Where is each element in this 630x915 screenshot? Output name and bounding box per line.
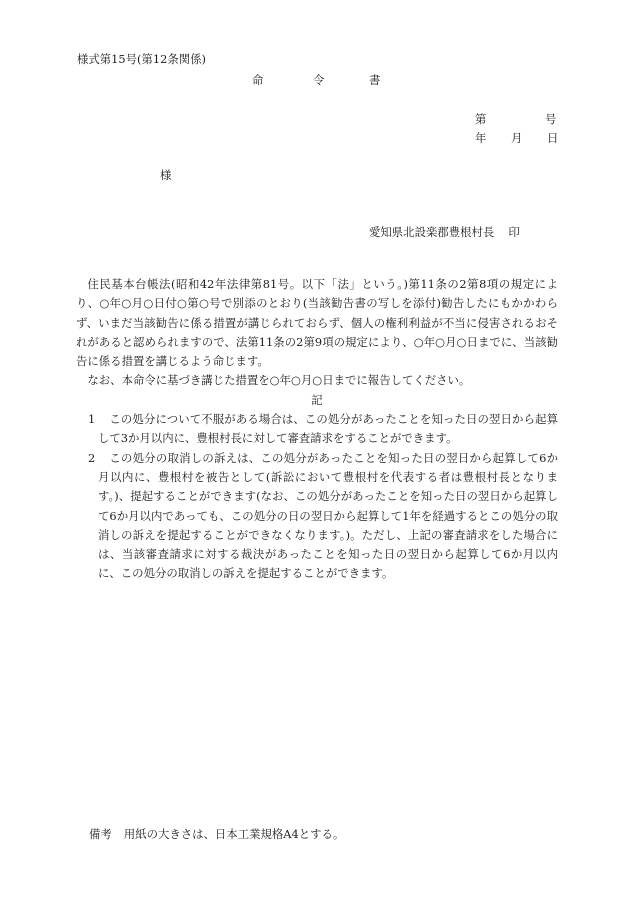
body-paragraph-2: なお、本命令に基づき講じた措置を○年○月○日までに報告してください。: [87, 373, 471, 388]
remark-label: 備考: [89, 827, 112, 841]
title-char-2: 令: [313, 73, 325, 87]
addressee-line: 様: [160, 168, 172, 182]
remark-text: 用紙の大きさは、日本工業規格A4とする。: [123, 827, 345, 841]
number-suffix: 号: [545, 112, 557, 126]
document-number-line: [475, 111, 556, 127]
form-label: 様式第15号(第12条関係): [77, 52, 207, 66]
seal-mark: 印: [508, 225, 520, 239]
document-body: [76, 275, 558, 584]
remark-line: [89, 826, 344, 842]
date-month-label: 月: [511, 131, 523, 145]
date-line: [475, 130, 558, 146]
ki-heading: 記: [311, 392, 323, 407]
number-prefix: 第: [475, 112, 487, 126]
issuer-line: [369, 224, 520, 240]
body-paragraph-1: 住民基本台帳法(昭和42年法律第81号。以下「法」という。)第11条の2第8項の規定により、○年○月○日付○第○号で別添のとおり(当該勧告書の写しを添付)勧告したにもかかわらず、いまだ当該勧告に係る措置が講じられておらず、個人の権利利益が不当に侵害されるおそれがあると認められますので、法第11条の2第9項の規定により、○年○月○日までに、当該勧告に係る措置を講じるよう命じます。: [76, 277, 558, 369]
date-year-label: 年: [475, 131, 487, 145]
document-title: [252, 72, 380, 88]
list-item: [76, 410, 558, 449]
item-text: この処分について不服がある場合は、この処分があったことを知った日の翌日から起算して3か月以内に、豊根村長に対して審査請求をすることができます。: [98, 412, 558, 446]
item-number: 2: [88, 450, 96, 465]
title-char-1: 命: [252, 73, 264, 87]
list-item: [76, 449, 558, 584]
item-number: 1: [88, 412, 96, 427]
issuer-name: 愛知県北設楽郡豊根村長: [369, 225, 495, 239]
item-text: この処分の取消しの訴えは、この処分があったことを知った日の翌日から起算して6か月以内に、豊根村を被告として(訴訟において豊根村を代表する者は豊根村長となります。)、提起することができます(なお、この処分があったことを知った日の翌日から起算して6か月以内であっても、この処分の日の翌日から起算して1年を経過するとこの処分の取消しの訴えを提起することができなくなります。)。ただし、上記の審査請求をした場合には、当該審査請求に対する裁決があったことを知った日の翌日から起算して6か月以内に、この処分の取消しの訴えを提起することができます。: [98, 450, 558, 581]
date-day-label: 日: [547, 131, 559, 145]
title-char-3: 書: [369, 73, 381, 87]
